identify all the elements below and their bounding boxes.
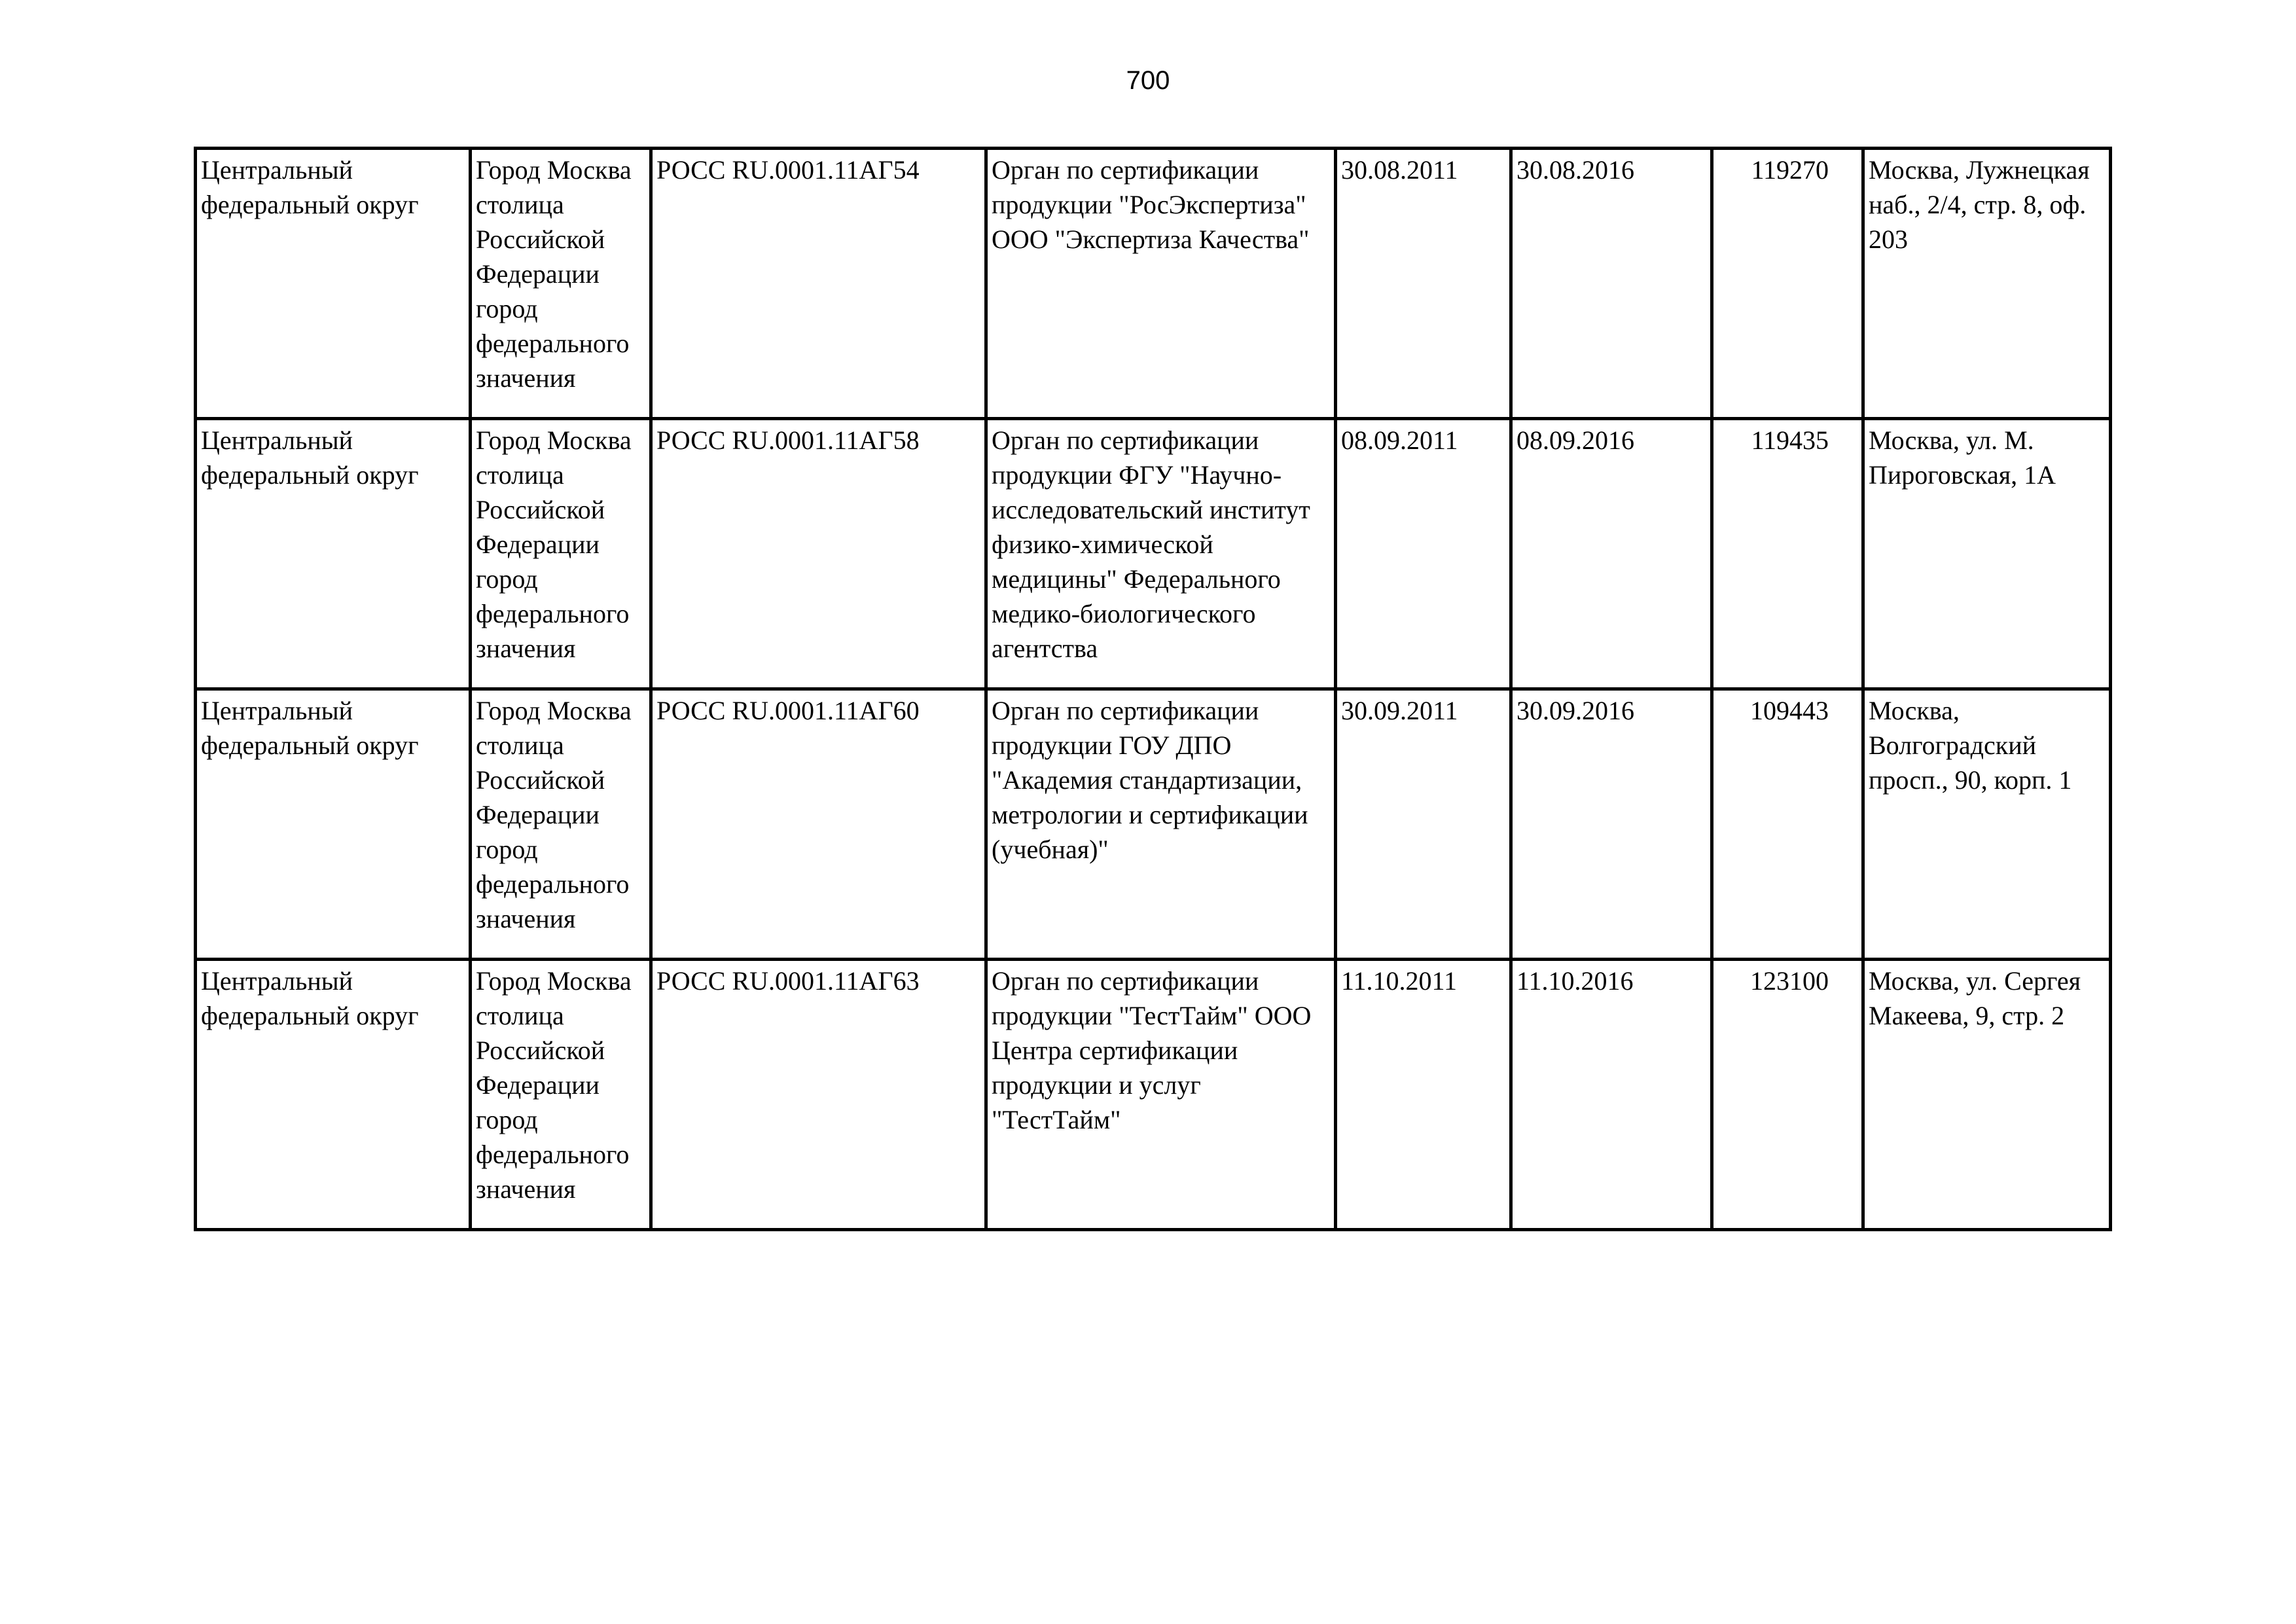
reg-number-cell xyxy=(651,149,986,419)
date-to-cell xyxy=(1511,689,1712,960)
date-from-text: 30.09.2011 xyxy=(1341,696,1458,725)
date-from-cell xyxy=(1336,689,1511,960)
address-cell xyxy=(1863,960,2111,1230)
table-row xyxy=(196,689,2111,960)
reg-number-text: РОСС RU.0001.11АГ63 xyxy=(656,966,920,996)
date-to-text: 30.08.2016 xyxy=(1516,155,1634,185)
organization-cell xyxy=(986,960,1336,1230)
district-text: Центральный федеральный округ xyxy=(201,696,419,760)
region-text: Город Москва столица Российской Федерации город федерального значения xyxy=(476,966,632,1204)
page-number: 700 xyxy=(1126,66,1170,95)
region-text: Город Москва столица Российской Федерации город федерального значения xyxy=(476,696,632,933)
zip-cell xyxy=(1712,960,1863,1230)
district-text: Центральный федеральный округ xyxy=(201,966,419,1030)
table-row xyxy=(196,419,2111,689)
zip-cell xyxy=(1712,419,1863,689)
zip-text: 123100 xyxy=(1750,966,1829,996)
district-text: Центральный федеральный округ xyxy=(201,155,419,219)
organization-text: Орган по сертификации продукции "ТестТайм" ООО Центра сертификации продукции и услуг "ТестТайм" xyxy=(992,966,1312,1134)
address-cell xyxy=(1863,689,2111,960)
date-from-text: 08.09.2011 xyxy=(1341,425,1458,455)
zip-cell xyxy=(1712,149,1863,419)
reg-number-cell xyxy=(651,689,986,960)
date-from-text: 30.08.2011 xyxy=(1341,155,1458,185)
date-to-text: 08.09.2016 xyxy=(1516,425,1634,455)
address-text: Москва, ул. Сергея Макеева, 9, стр. 2 xyxy=(1869,966,2081,1030)
region-text: Город Москва столица Российской Федерации город федерального значения xyxy=(476,425,632,663)
certification-registry-table xyxy=(194,147,2112,1231)
region-cell xyxy=(471,149,651,419)
address-text: Москва, Волгоградский просп., 90, корп. 1 xyxy=(1869,696,2072,795)
date-to-cell xyxy=(1511,960,1712,1230)
district-cell xyxy=(196,149,471,419)
district-cell xyxy=(196,419,471,689)
organization-text: Орган по сертификации продукции "РосЭкспертиза" ООО "Экспертиза Качества" xyxy=(992,155,1310,254)
reg-number-text: РОСС RU.0001.11АГ54 xyxy=(656,155,920,185)
table-row xyxy=(196,149,2111,419)
organization-cell xyxy=(986,689,1336,960)
date-from-cell xyxy=(1336,149,1511,419)
region-cell xyxy=(471,419,651,689)
region-cell xyxy=(471,689,651,960)
organization-text: Орган по сертификации продукции ГОУ ДПО "Академия стандартизации, метрологии и сертификации (учебная)" xyxy=(992,696,1308,864)
date-from-cell xyxy=(1336,960,1511,1230)
region-cell xyxy=(471,960,651,1230)
date-from-text: 11.10.2011 xyxy=(1341,966,1458,996)
zip-text: 119270 xyxy=(1751,155,1829,185)
zip-text: 119435 xyxy=(1751,425,1829,455)
zip-text: 109443 xyxy=(1750,696,1829,725)
date-to-cell xyxy=(1511,419,1712,689)
date-to-text: 11.10.2016 xyxy=(1516,966,1634,996)
address-cell xyxy=(1863,419,2111,689)
date-to-cell xyxy=(1511,149,1712,419)
reg-number-text: РОСС RU.0001.11АГ60 xyxy=(656,696,920,725)
district-cell xyxy=(196,960,471,1230)
address-text: Москва, Лужнецкая наб., 2/4, стр. 8, оф. 203 xyxy=(1869,155,2090,254)
reg-number-cell xyxy=(651,419,986,689)
organization-cell xyxy=(986,419,1336,689)
date-to-text: 30.09.2016 xyxy=(1516,696,1634,725)
address-text: Москва, ул. М. Пироговская, 1А xyxy=(1869,425,2056,490)
table-row xyxy=(196,960,2111,1230)
zip-cell xyxy=(1712,689,1863,960)
district-text: Центральный федеральный округ xyxy=(201,425,419,490)
address-cell xyxy=(1863,149,2111,419)
date-from-cell xyxy=(1336,419,1511,689)
district-cell xyxy=(196,689,471,960)
region-text: Город Москва столица Российской Федерации город федерального значения xyxy=(476,155,632,393)
organization-cell xyxy=(986,149,1336,419)
organization-text: Орган по сертификации продукции ФГУ "Научно-исследовательский институт физико-химической медицины" Федерального медико-биологического агентства xyxy=(992,425,1310,663)
reg-number-text: РОСС RU.0001.11АГ58 xyxy=(656,425,920,455)
reg-number-cell xyxy=(651,960,986,1230)
